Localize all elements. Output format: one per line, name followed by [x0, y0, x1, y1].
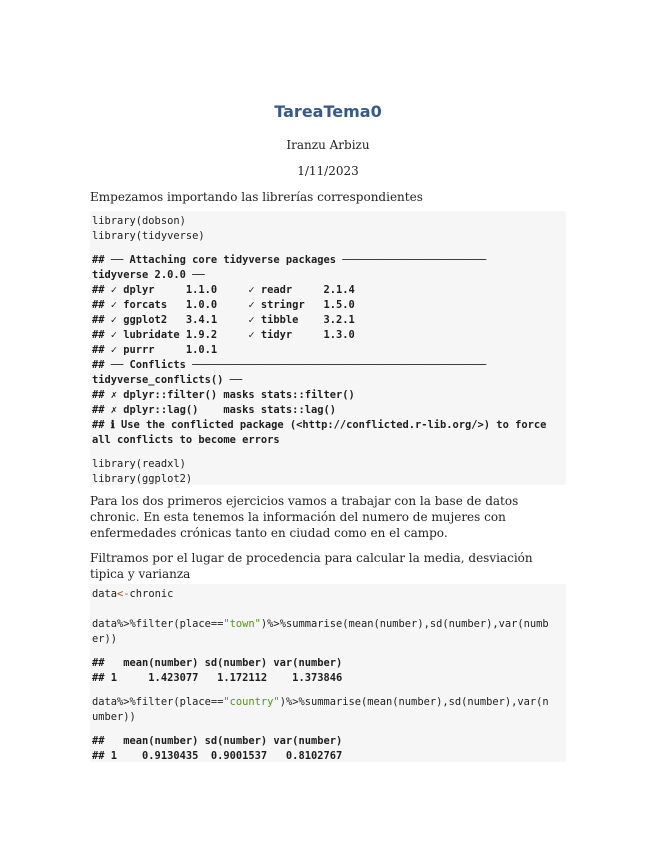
intro-paragraph: Empezamos importando las librerías correspondientes [90, 190, 423, 204]
output-country: ## mean(number) sd(number) var(number) ## 1 0.9130435 0.9001537 0.8102767 [92, 735, 343, 762]
document-title: TareaTema0 [274, 102, 382, 121]
code-input: library(dobson) library(tidyverse) [92, 215, 205, 242]
document-date: 1/11/2023 [297, 164, 359, 178]
paragraph-filter: Filtramos por el lugar de procedencia para calcular la media, desviación tipica y varianza [90, 551, 533, 581]
output-town: ## mean(number) sd(number) var(number) ## 1 1.423077 1.172112 1.373846 [92, 657, 343, 684]
code-input: library(readxl) library(ggplot2) [92, 458, 193, 485]
document-author: Iranzu Arbizu [286, 138, 370, 152]
code-assign: data<-chronic [92, 588, 174, 600]
code-town: data%>%filter(place=="town")%>%summarise(mean(number),sd(number),var(numb er)) [92, 618, 549, 645]
paragraph-chronic: Para los dos primeros ejercicios vamos a trabajar con la base de datos chronic. En esta tenemos la información del numero de mujeres con enfermedades crónicas tanto en ciudad como en el campo. [90, 494, 519, 540]
code-output: ## ── Attaching core tidyverse packages ─────────────────────── tidyverse 2.0.0 ── ## ✓ dplyr 1.1.0 ✓ readr 2.1.4 ## ✓ forcats 1.0.0 ✓ stringr 1.5.0 ## ✓ ggplot2 3.4.1 ✓ tibble 3.2.1 ## ✓ lubridate 1.9.2 ✓ tidyr 1.3.0 ## ✓ purrr 1.0.1 ## ── Conflicts ─────────────────────────────────────────────── tidyverse_conflicts() ── ## ✗ dplyr::filter() masks stats::filter() ## ✗ dplyr::lag() masks stats::lag() ## ℹ Use the conflicted package (<http://conflicted.r-lib.org/>) to force all conflicts to become errors [92, 254, 547, 446]
code-block-summary [90, 584, 566, 762]
code-country: data%>%filter(place=="country")%>%summarise(mean(number),sd(number),var(n umber)) [92, 696, 549, 723]
code-block-libraries [90, 211, 566, 485]
